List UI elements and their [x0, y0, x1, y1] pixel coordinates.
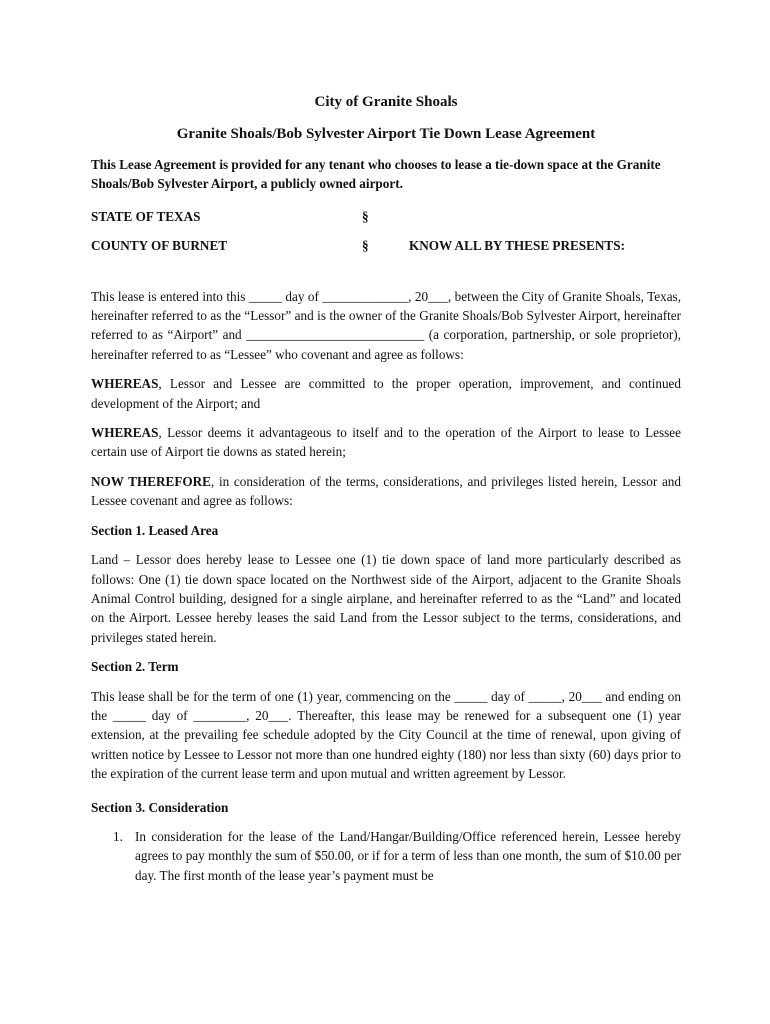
document-subtitle: Granite Shoals/Bob Sylvester Airport Tie Down Lease Agreement: [176, 126, 596, 143]
section-3-list: [91, 827, 681, 885]
whereas-label: WHEREAS: [91, 376, 159, 392]
now-therefore-paragraph: [91, 472, 681, 511]
intro-statement: This Lease Agreement is provided for any tenant who chooses to lease a tie-down space at the Granite Shoals/Bob Sylvester Airport, a publicly owned airport.: [91, 156, 661, 192]
whereas-paragraph-2: [91, 423, 681, 462]
list-item: [91, 827, 681, 885]
section-1-heading: Section 1. Leased Area: [91, 522, 219, 538]
section-2-text: This lease shall be for the term of one (1) year, commencing on the _____ day of _____, 20___ and ending on the _____ day of ________, 20___. Thereafter, this lease may be renewed for a subsequent one (1) year extension, at the prevailing fee schedule adopted by the City Council at the time of renewal, upon giving of written notice by Lessee to Lessor not more than one hundred eighty (180) nor less than sixty (60) days prior to the expiration of the current lease term and upon mutual and written agreement by Lessor.: [91, 688, 681, 782]
document-body: [91, 93, 681, 885]
whereas-text: , Lessor and Lessee are committed to the proper operation, improvement, and continued development of the Airport; and: [91, 376, 681, 411]
know-all-label: KNOW ALL BY THESE PRESENTS:: [409, 237, 625, 253]
section-symbol: §: [362, 237, 369, 253]
state-line: [91, 207, 681, 226]
whereas-label: WHEREAS: [91, 425, 159, 441]
document-title: City of Granite Shoals: [314, 94, 458, 110]
section-3-heading: Section 3. Consideration: [91, 799, 229, 815]
county-line: [91, 236, 681, 255]
whereas-text: , Lessor deems it advantageous to itself and to the operation of the Airport to lease to Lessee certain use of Airport tie downs as stated herein;: [91, 425, 681, 460]
state-label: STATE OF TEXAS: [91, 208, 201, 224]
list-item-number: 1.: [113, 828, 123, 844]
list-item-text: In consideration for the lease of the Land/Hangar/Building/Office referenced herein, Lessee hereby agrees to pay monthly the sum of $50.00, or if for a term of less than one month, the sum of $10.00 per day. The first month of the lease year’s payment must be: [135, 828, 681, 883]
whereas-paragraph-1: [91, 374, 681, 413]
section-symbol: §: [362, 208, 369, 224]
section-2-heading: Section 2. Term: [91, 659, 179, 675]
lease-intro-paragraph: This lease is entered into this _____ day of _____________, 20___, between the City of Granite Shoals, Texas, hereinafter referred to as the “Lessor” and is the owner of the Granite Shoals/Bob Sylvester Airport, hereinafter referred to as “Airport” and ___________________________ (a corporation, partnership, or sole proprietor), hereinafter referred to as “Lessee” who covenant and agree as follows:: [91, 288, 681, 362]
now-therefore-label: NOW THEREFORE: [91, 473, 211, 489]
section-1-text: Land – Lessor does hereby lease to Lessee one (1) tie down space of land more particularly described as follows: One (1) tie down space located on the Northwest side of the Airport, adjacent to the Granite Shoals Animal Control building, designed for a single airplane, and hereinafter referred to as the “Land” and located on the Airport. Lessee hereby leases the said Land from the Lessor subject to the terms, considerations, and privileges stated herein.: [91, 552, 681, 645]
county-label: COUNTY OF BURNET: [91, 237, 228, 253]
now-therefore-text: , in consideration of the terms, considerations, and privileges listed herein, Lessor and Lessee covenant and agree as follows:: [91, 473, 681, 509]
